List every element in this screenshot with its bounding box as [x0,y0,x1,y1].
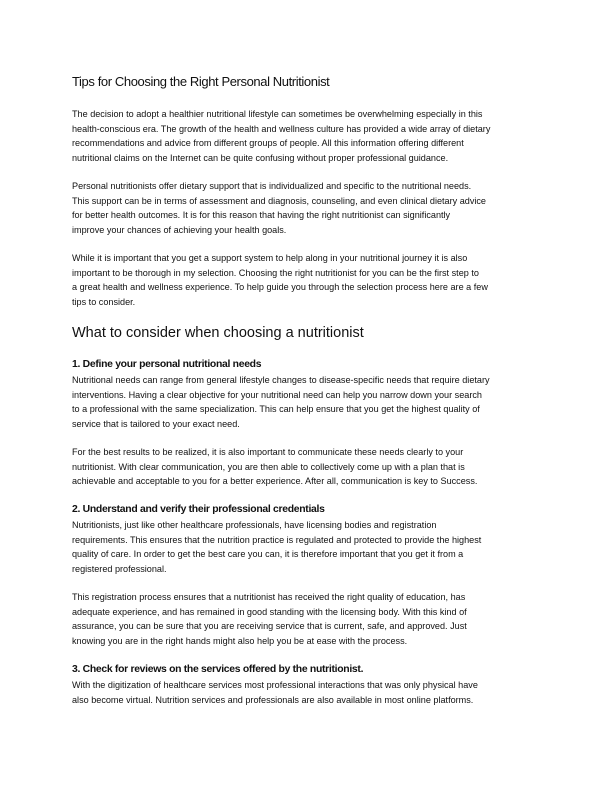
tip-2-paragraph-2 [72,590,467,648]
text-line: important to be thorough in my selection. Choosing the right nutritionist for you can be the first step to [72,267,479,278]
intro-paragraph-2 [72,179,486,237]
text-line: to a professional with the same specialization. This can help ensure that you get the highest quality of [72,404,480,414]
text-line: This support can be in terms of assessment and diagnosis, counseling, and even clinical dietary advice [72,195,486,206]
text-line: Nutritional needs can range from general lifestyle changes to disease-specific needs that require dietary [72,375,490,385]
tip-3-heading: 3. Check for reviews on the services offered by the nutritionist. [72,664,364,675]
text-line: health-conscious era. The growth of the health and wellness culture has provided a wide array of dietary [72,123,491,134]
text-line: For the best results to be realized, it is also important to communicate these needs clearly to your [72,447,464,457]
text-line: This registration process ensures that a nutritionist has received the right quality of education, has [72,592,466,602]
text-line: adequate experience, and has remained in good standing with the licensing body. With this kind of [72,606,467,617]
text-line: While it is important that you get a support system to help along in your nutritional journey it is also [72,253,468,263]
text-line: With the digitization of healthcare services most professional interactions that was only physical have [72,680,478,690]
text-line: for better health outcomes. It is for this reason that having the right nutritionist can significantly [72,210,451,220]
text-line: nutritional claims on the Internet can be quite confusing without proper professional guidance. [72,152,449,163]
text-line: also become virtual. Nutrition services and professionals are also available in most online platforms. [72,694,474,705]
text-line: interventions. Having a clear objective for your nutritional need can help you narrow down your search [72,389,482,400]
text-line: tips to consider. [72,296,136,307]
tip-1-heading: 1. Define your personal nutritional needs [72,359,262,370]
intro-paragraph-3 [72,251,488,309]
intro-paragraph-1 [72,107,490,165]
text-line: improve your chances of achieving your health goals. [72,224,287,235]
text-line: Nutritionists, just like other healthcare professionals, have licensing bodies and registration [72,520,437,530]
document-title: Tips for Choosing the Right Personal Nutritionist [72,74,330,89]
tip-1-paragraph-1 [72,373,490,431]
text-line: requirements. This ensures that the nutrition practice is regulated and protected to provide the highest [72,534,482,545]
text-line: recommendations and advice from different groups of people. All this information offering different [72,138,464,148]
tip-1-paragraph-2 [72,445,477,489]
tip-2-heading: 2. Understand and verify their professional credentials [72,504,325,515]
text-line: service that is tailored to your exact need. [72,418,240,429]
text-line: nutritionist. With clear communication, you are then able to collectively come up with a plan that is [72,461,465,472]
text-line: registered professional. [72,563,167,574]
text-line: Personal nutritionists offer dietary support that is individualized and specific to the nutritional needs. [72,181,472,191]
text-line: assurance, you can be sure that you are receiving service that is current, safe, and approved. Just [72,621,467,631]
text-line: knowing you are in the right hands might also help you be at ease with the process. [72,635,408,646]
text-line: The decision to adopt a healthier nutritional lifestyle can sometimes be overwhelming especially in this [72,109,483,119]
tip-2-paragraph-1 [72,518,481,576]
text-line: a great health and wellness experience. To help guide you through the selection process here are a few [72,282,488,292]
section-heading: What to consider when choosing a nutritionist [72,325,364,341]
tip-3-paragraph-1 [72,678,478,707]
text-line: quality of care. In order to get the best care you can, it is therefore important that you get it from a [72,549,464,559]
text-line: achievable and acceptable to you for a better experience. After all, communication is key to Success. [72,476,478,486]
